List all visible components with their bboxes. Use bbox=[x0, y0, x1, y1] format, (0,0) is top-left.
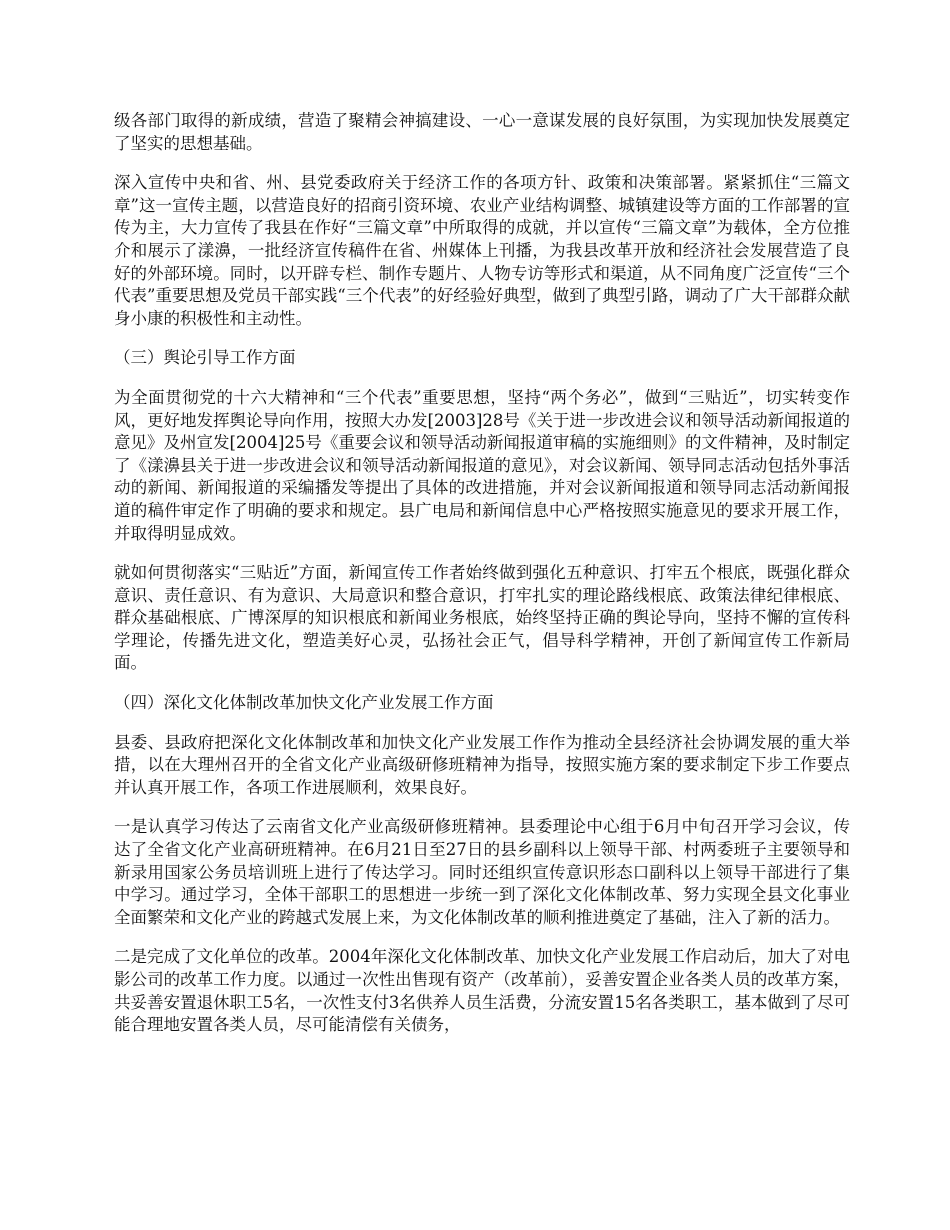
paragraph: 级各部门取得的新成绩，营造了聚精会神搞建设、一心一意谋发展的良好氛围，为实现加快发展奠定了坚实的思想基础。 bbox=[114, 111, 850, 153]
paragraph: 县委、县政府把深化文化体制改革和加快文化产业发展工作作为推动全县经济社会协调发展的重大举措，以在大理州召开的全省文化产业高级研修班精神为指导，按照实施方案的要求制定下步工作要点并认真开展工作，各项工作进展顺利，效果良好。 bbox=[114, 732, 850, 797]
paragraph: 为全面贯彻党的十六大精神和“三个代表”重要思想，坚持“两个务必”，做到“三贴近”，切实转变作风，更好地发挥舆论导向作用，按照大办发[2003]28号《关于进一步改进会议和领导活动新闻报道的意见》及州宣发[2004]25号《重要会议和领导活动新闻报道审稿的实施细则》的文件精神，及时制定了《漾濞县关于进一步改进会议和领导活动新闻报道的意见》，对会议新闻、领导同志活动包括外事活动的新闻、新闻报道的采编播发等提出了具体的改进措施，并对会议新闻报道和领导同志活动新闻报道的稿件审定作了明确的要求和规定。县广电局和新闻信息中心严格按照实施意见的要求开展工作，并取得明显成效。 bbox=[114, 387, 850, 543]
paragraph: 就如何贯彻落实“三贴近”方面，新闻宣传工作者始终做到强化五种意识、打牢五个根底，既强化群众意识、责任意识、有为意识、大局意识和整合意识，打牢扎实的理论路线根底、政策法律纪律根底、群众基础根底、广博深厚的知识根底和新闻业务根底，始终坚持正确的舆论导向，坚持不懈的宣传科学理论，传播先进文化，塑造美好心灵，弘扬社会正气，倡导科学精神，开创了新闻宣传工作新局面。 bbox=[114, 563, 850, 673]
section-heading: （四）深化文化体制改革加快文化产业发展工作方面 bbox=[114, 693, 494, 713]
paragraph: 深入宣传中央和省、州、县党委政府关于经济工作的各项方针、政策和决策部署。紧紧抓住“三篇文章”这一宣传主题，以营造良好的招商引资环境、农业产业结构调整、城镇建设等方面的工作部署的宣传为主，大力宣传了我县在作好“三篇文章”中所取得的成就，并以宣传“三篇文章”为载体，全方位推介和展示了漾濞，一批经济宣传稿件在省、州媒体上刊播，为我县改革开放和经济社会发展营造了良好的外部环境。同时，以开辟专栏、制作专题片、人物专访等形式和渠道，从不同角度广泛宣传“三个代表”重要思想及党员干部实践“三个代表”的好经验好典型，做到了典型引路，调动了广大干部群众献身小康的积极性和主动性。 bbox=[114, 173, 850, 328]
document-page bbox=[114, 110, 850, 1054]
paragraph: 二是完成了文化单位的改革。2004年深化文化体制改革、加快文化产业发展工作启动后，加大了对电影公司的改革工作力度。以通过一次性出售现有资产（改革前），妥善安置企业各类人员的改革方案，共妥善安置退休职工5名，一次性支付3名供养人员生活费，分流安置15名各类职工，基本做到了尽可能合理地安置各类人员，尽可能清偿有关债务， bbox=[114, 947, 850, 1035]
section-heading: （三）舆论引导工作方面 bbox=[114, 348, 296, 368]
paragraph: 一是认真学习传达了云南省文化产业高级研修班精神。县委理论中心组于6月中旬召开学习会议，传达了全省文化产业高研班精神。在6月21日至27日的县乡副科以上领导干部、村两委班子主要领导和新录用国家公务员培训班上进行了传达学习。同时还组织宣传意识形态口副科以上领导干部进行了集中学习。通过学习，全体干部职工的思想进一步统一到了深化文化体制改革、努力实现全县文化事业全面繁荣和文化产业的跨越式发展上来，为文化体制改革的顺利推进奠定了基础，注入了新的活力。 bbox=[114, 817, 850, 927]
